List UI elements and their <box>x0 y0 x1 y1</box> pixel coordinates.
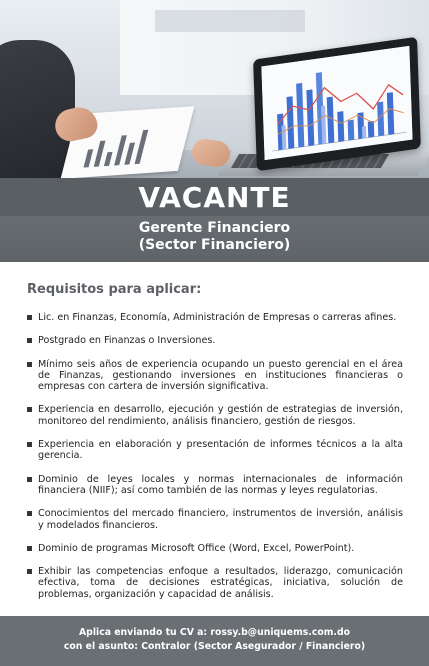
email-subject: con el asunto: Contralor (Sector Asegurador / Financiero) <box>63 641 366 652</box>
header-photo <box>0 0 429 178</box>
person-silhouette <box>0 40 75 178</box>
bullet-icon <box>27 407 32 412</box>
bullet-icon <box>27 511 32 516</box>
list-item: Conocimientos del mercado financiero, instrumentos de inversión, análisis y modelados financieros. <box>27 508 403 531</box>
list-item: Postgrado en Finanzas o Inversiones. <box>27 335 403 346</box>
list-item: Mínimo seis años de experiencia ocupando un puesto gerencial en el área de Finanzas, gestionando inversiones en instituciones financieras o empresas con cartera de inversión significativa. <box>27 359 403 393</box>
bullet-icon <box>27 569 32 574</box>
job-title-line1: Gerente Financiero <box>138 220 291 236</box>
job-title-line2: (Sector Financiero) <box>138 237 291 253</box>
bullet-icon <box>27 477 32 482</box>
list-item: Lic. en Finanzas, Economía, Administración de Empresas o carreras afines. <box>27 312 403 323</box>
laptop-screen <box>253 37 421 171</box>
apply-instructions: Aplica enviando tu CV a: rossy.b@uniquems.com.do <box>78 627 350 638</box>
bullet-icon <box>27 442 32 447</box>
job-title <box>0 220 429 254</box>
page-title: VACANTE <box>138 181 291 214</box>
list-item: Dominio de programas Microsoft Office (Word, Excel, PowerPoint). <box>27 543 403 554</box>
bullet-icon <box>27 546 32 551</box>
requirements-list <box>27 312 403 612</box>
list-item: Dominio de leyes locales y normas internacionales de información financiera (NIIF); así como también de las normas y leyes regulatorias. <box>27 474 403 497</box>
bullet-icon <box>27 338 32 343</box>
footer <box>0 616 429 666</box>
requirements-heading: Requisitos para aplicar: <box>27 282 202 297</box>
list-item: Experiencia en desarrollo, ejecución y gestión de estrategias de inversión, monitoreo del rendimiento, análisis financiero, gestión de riesgos. <box>27 404 403 427</box>
list-item: Experiencia en elaboración y presentación de informes técnicos a la alta gerencia. <box>27 439 403 462</box>
screen-chart-icon <box>261 46 412 160</box>
list-item: Exhibir las competencias enfoque a resultados, liderazgo, comunicación efectiva, toma de decisiones estratégicas, iniciativa, solución de problemas, organización y capacidad de análisis. <box>27 566 403 600</box>
bullet-icon <box>27 362 32 367</box>
bullet-icon <box>27 315 32 320</box>
